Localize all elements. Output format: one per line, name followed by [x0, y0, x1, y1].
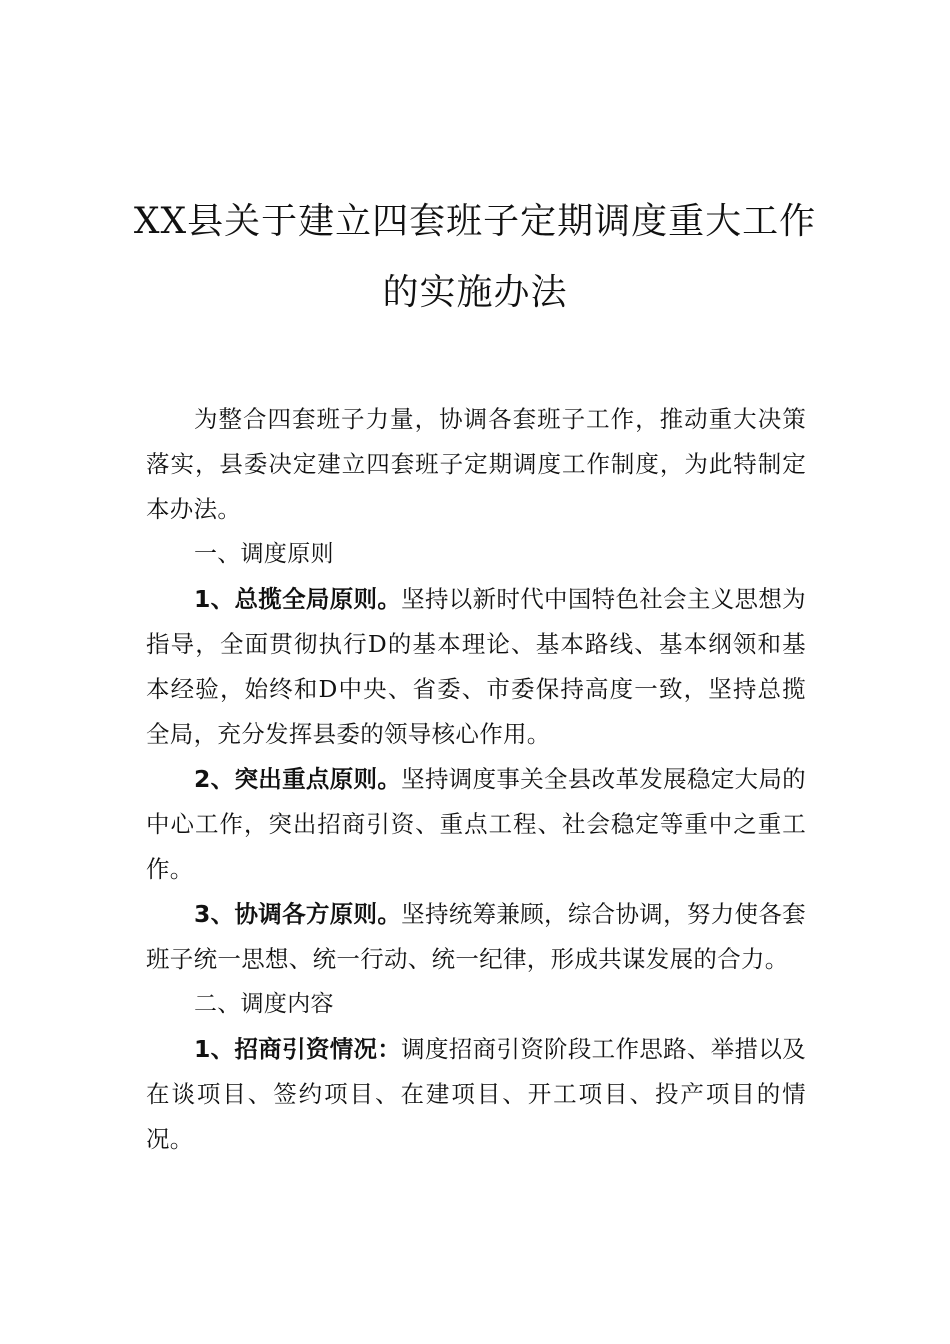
intro-paragraph: 为整合四套班子力量，协调各套班子工作，推动重大决策落实，县委决定建立四套班子定期调度工作制度，为此特制定本办法。	[146, 405, 806, 523]
principle-lead: 2、突出重点原则。	[194, 765, 402, 793]
document-body	[146, 397, 806, 1162]
principle-paragraph	[146, 892, 806, 982]
content-lead: 1、招商引资情况：	[194, 1035, 402, 1063]
principle-paragraph	[146, 757, 806, 892]
section-heading-content: 二、调度内容	[194, 991, 334, 1017]
principle-paragraph	[146, 577, 806, 757]
document-title-line-1: XX县关于建立四套班子定期调度重大工作	[133, 201, 817, 242]
principle-text: 坚持以新时代中国特色社会主义思想为指导，全面贯彻执行D的基本理论、基本路线、基本纲领和基本经验，始终和D中央、省委、市委保持高度一致，坚持总揽全局，充分发挥县委的领导核心作用。	[146, 585, 806, 748]
principle-lead: 1、总揽全局原则。	[194, 585, 402, 613]
principle-lead: 3、协调各方原则。	[194, 900, 402, 928]
document-title-line-2: 的实施办法	[382, 272, 568, 313]
section-heading-principles: 一、调度原则	[194, 541, 334, 567]
content-text: 调度招商引资阶段工作思路、举措以及在谈项目、签约项目、在建项目、开工项目、投产项目的情况。	[146, 1035, 806, 1153]
principle-text: 坚持调度事关全县改革发展稳定大局的中心工作，突出招商引资、重点工程、社会稳定等重中之重工作。	[146, 765, 806, 883]
principle-text: 坚持统筹兼顾，综合协调，努力使各套班子统一思想、统一行动、统一纪律，形成共谋发展的合力。	[146, 900, 806, 973]
content-paragraph	[146, 1027, 806, 1162]
